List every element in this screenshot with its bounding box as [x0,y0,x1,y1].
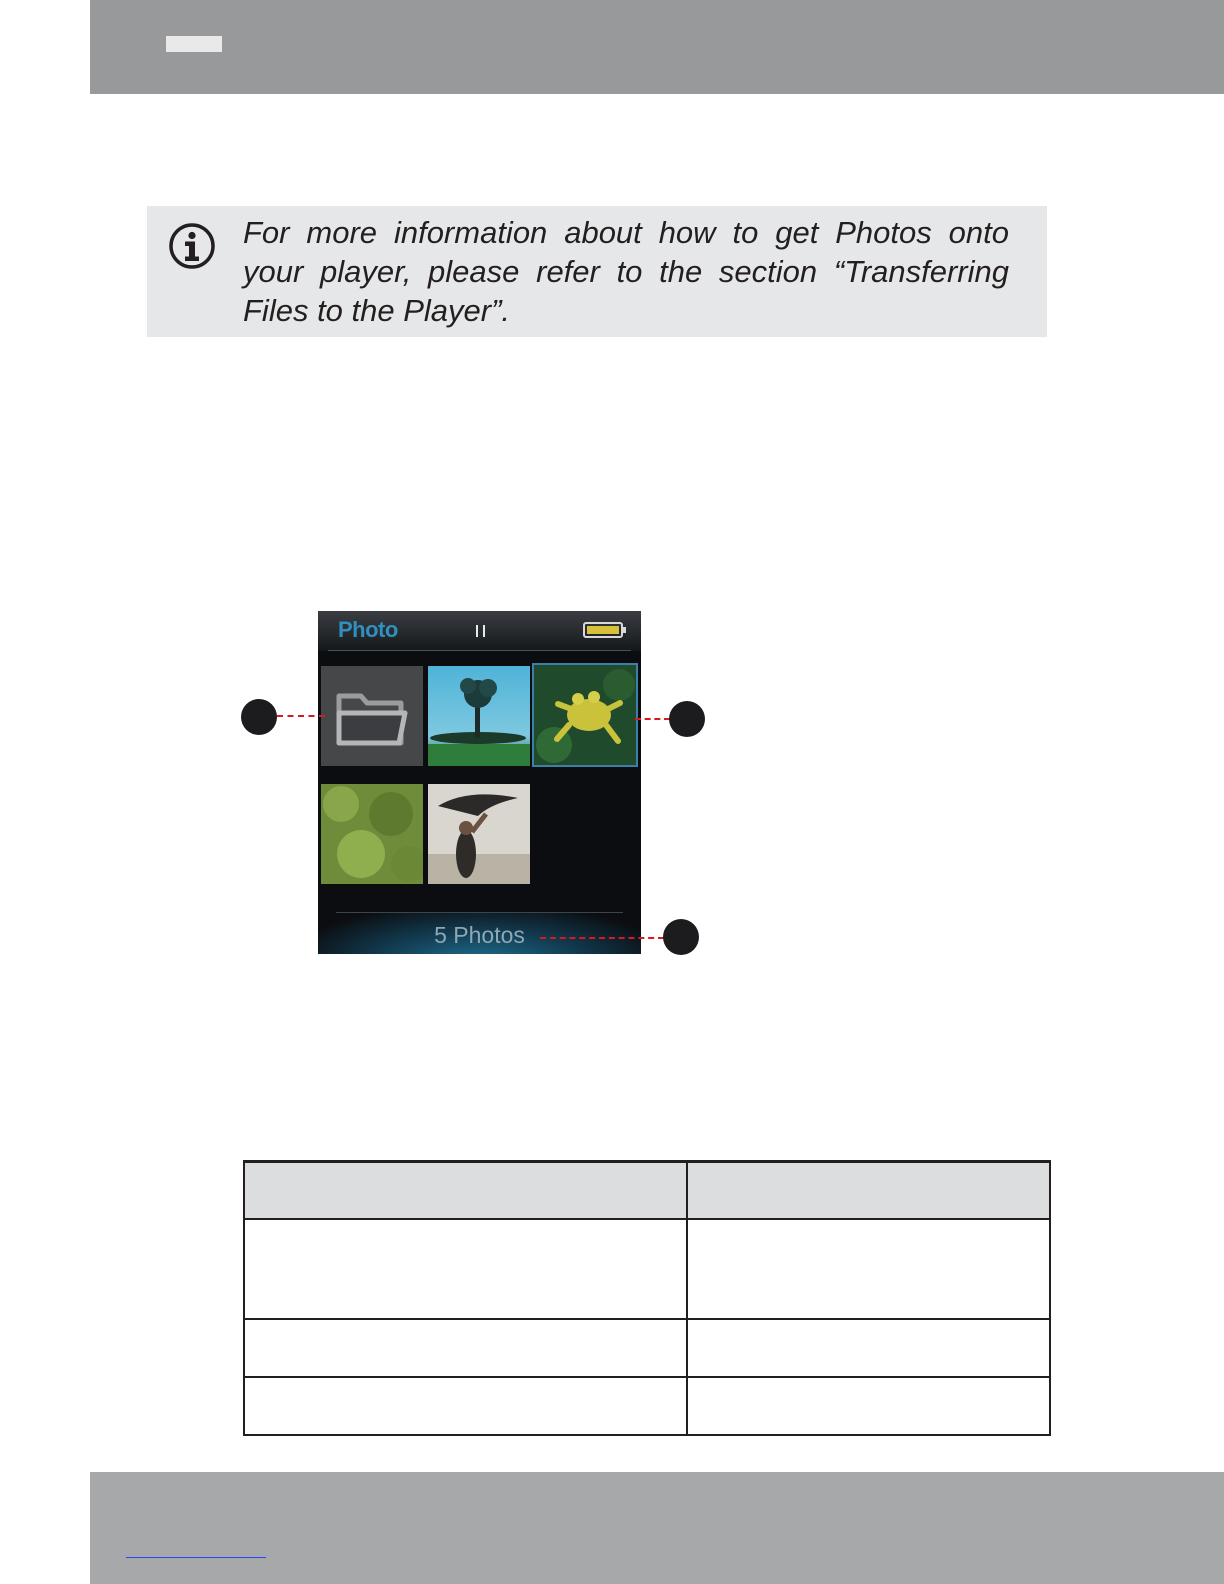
table-header-cell [244,1162,687,1220]
folder-icon [321,666,423,766]
table-row [244,1377,1050,1435]
header-tab-marker [166,36,222,52]
table-cell [687,1319,1050,1377]
content-table [243,1160,1051,1436]
table-cell [244,1319,687,1377]
grass-photo-thumbnail[interactable] [321,784,423,884]
frog-photo-thumbnail[interactable] [534,665,636,765]
tree-photo-thumbnail[interactable] [428,666,530,766]
table-cell [244,1219,687,1319]
photo-count-label: 5 Photos [434,922,525,948]
callout-leader-selected [635,718,670,720]
table-cell [244,1377,687,1435]
tree-photo [428,666,530,766]
page-header-bar [90,0,1224,94]
page-footer-bar [90,1472,1224,1584]
info-icon [168,222,216,270]
table-cell [687,1377,1050,1435]
pause-icon [476,625,486,637]
info-note-text: For more information about how to get Photos onto your player, please refer to the section “Transferring Files to the Player”. [243,215,1009,328]
table-header-row [244,1162,1050,1220]
footer-link[interactable] [126,1557,266,1558]
screen-status-bar [318,611,641,651]
callout-leader-count [540,937,664,939]
folder-thumbnail[interactable] [321,666,423,766]
bird-photo-thumbnail[interactable] [428,784,530,884]
bird-photo [428,784,530,884]
callout-marker-count [663,919,699,955]
table-cell [687,1219,1050,1319]
frog-photo [534,665,636,765]
device-photo-screen [318,611,641,954]
grass-photo [321,784,423,884]
table-row [244,1219,1050,1319]
screen-title: Photo [338,617,398,642]
table-row [244,1319,1050,1377]
callout-leader-folder [277,715,325,717]
callout-marker-selected [669,701,705,737]
screen-footer [318,912,641,954]
battery-icon [583,622,627,638]
callout-marker-folder [241,699,277,735]
table-header-cell [687,1162,1050,1220]
